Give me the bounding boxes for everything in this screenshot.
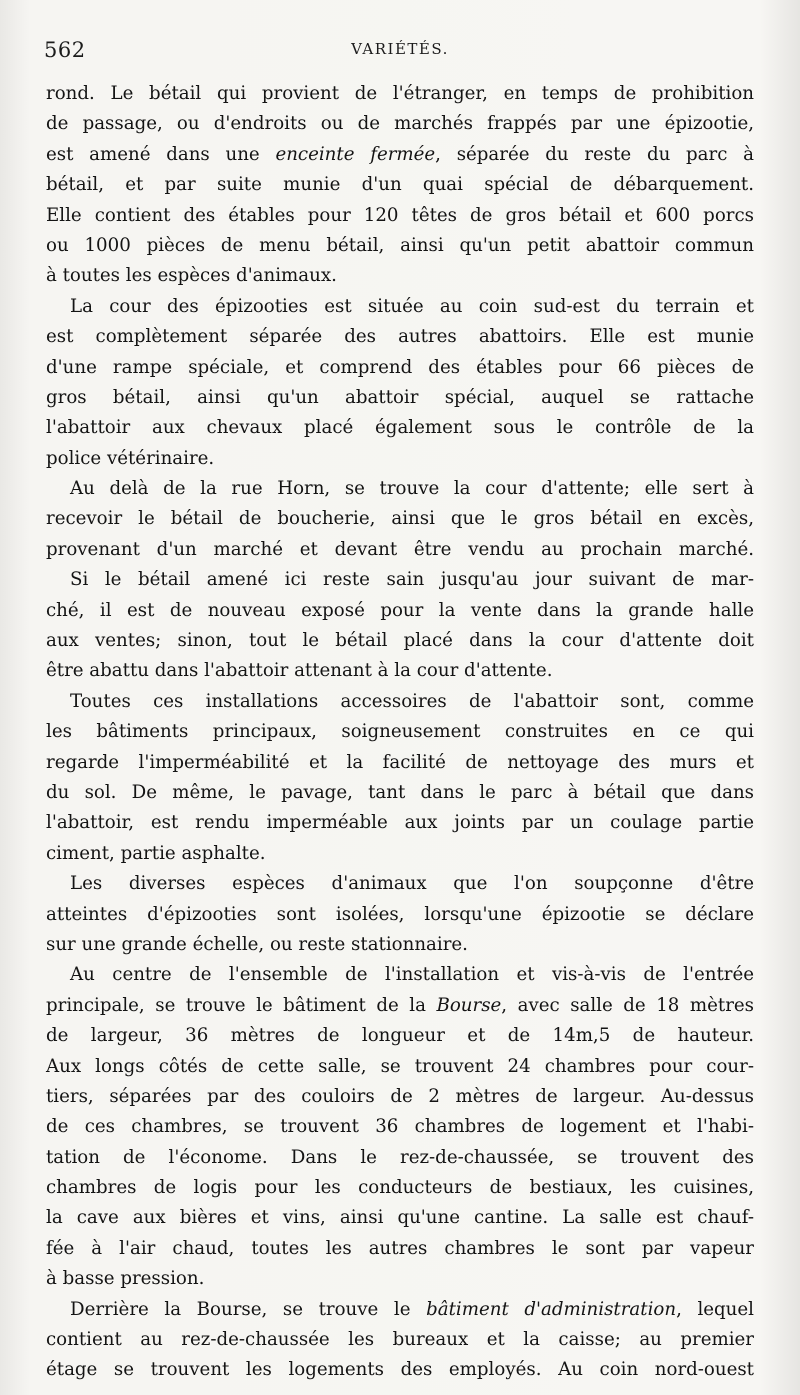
text-segment: est amené dans une [46, 143, 276, 165]
text-line: contient au rez-de-chaussée les bureaux et la caisse; au premier [46, 1329, 754, 1351]
text-line: ciment, partie asphalte. [46, 842, 266, 864]
text-segment: , séparée du reste du parc à [435, 143, 754, 165]
text-line [46, 140, 754, 170]
text-line: l'abattoir, est rendu imperméable aux joints par un coulage partie [46, 812, 754, 834]
text-line: Au centre de l'ensemble de l'installation et vis-à-vis de l'entrée [70, 964, 754, 986]
page-number: 562 [44, 38, 86, 62]
text-line: fée à l'air chaud, toutes les autres chambres le sont par vapeur [46, 1237, 754, 1259]
text-line: atteintes d'épizooties sont isolées, lorsqu'une épizootie se déclare [46, 903, 754, 925]
text-line: à basse pression. [46, 1268, 205, 1290]
text-segment: principale, se trouve le bâtiment de la [46, 994, 437, 1016]
text-line: ou 1000 pièces de menu bétail, ainsi qu'un petit abattoir commun [46, 234, 754, 256]
text-line: Les diverses espèces d'animaux que l'on soupçonne d'être [70, 873, 754, 895]
text-line: étage se trouvent les logements des employés. Au coin nord-ouest [46, 1359, 754, 1381]
text-line: l'abattoir aux chevaux placé également sous le contrôle de la [46, 417, 754, 439]
body-text [46, 79, 754, 1386]
text-line: police vétérinaire. [46, 447, 215, 469]
text-line: à toutes les espèces d'animaux. [46, 265, 337, 287]
text-line: Au delà de la rue Horn, se trouve la cour d'attente; elle sert à [70, 478, 754, 500]
text-line: provenant d'un marché et devant être vendu au prochain marché. [46, 538, 754, 560]
text-line: Toutes ces installations accessoires de l'abattoir sont, comme [70, 690, 754, 712]
text-segment: , avec salle de 18 mètres [501, 994, 754, 1016]
text-line: de largeur, 36 mètres de longueur et de 14m,5 de hauteur. [46, 1025, 754, 1047]
italic-term: Bourse [436, 994, 502, 1016]
text-line: les bâtiments principaux, soigneusement construites en ce qui [46, 721, 754, 743]
text-line: de ces chambres, se trouvent 36 chambres de logement et l'habi- [46, 1116, 754, 1138]
text-line [46, 1295, 754, 1325]
text-line: ché, il est de nouveau exposé pour la vente dans la grande halle [46, 599, 754, 621]
text-line: être abattu dans l'abattoir attenant à la cour d'attente. [46, 660, 553, 682]
text-segment: , lequel [676, 1298, 754, 1320]
text-line: tiers, séparées par des couloirs de 2 mètres de largeur. Au-dessus [46, 1085, 754, 1107]
text-line: la cave aux bières et vins, ainsi qu'une cantine. La salle est chauf- [46, 1207, 754, 1229]
text-line: chambres de logis pour les conducteurs de bestiaux, les cuisines, [46, 1177, 754, 1199]
text-line: sur une grande échelle, ou reste stationnaire. [46, 933, 468, 955]
text-line: Aux longs côtés de cette salle, se trouvent 24 chambres pour cour- [46, 1055, 754, 1077]
text-line: bétail, et par suite munie d'un quai spécial de débarquement. [46, 174, 754, 196]
text-line: Elle contient des étables pour 120 têtes de gros bétail et 600 porcs [46, 204, 754, 226]
text-segment: Derrière la Bourse, se trouve le [70, 1298, 427, 1320]
text-line: Si le bétail amené ici reste sain jusqu'au jour suivant de mar- [70, 569, 754, 591]
text-line [46, 991, 754, 1021]
text-line: gros bétail, ainsi qu'un abattoir spécial, auquel se rattache [46, 386, 754, 408]
italic-term: bâtiment d'administration [426, 1298, 677, 1320]
italic-term: enceinte fermée [275, 143, 436, 165]
text-line: aux ventes; sinon, tout le bétail placé dans la cour d'attente doit [46, 630, 754, 652]
text-line: tation de l'économe. Dans le rez-de-chaussée, se trouvent des [46, 1146, 754, 1168]
text-line: rond. Le bétail qui provient de l'étranger, en temps de prohibition [46, 83, 754, 104]
running-head: VARIÉTÉS. [351, 40, 449, 58]
text-line: du sol. De même, le pavage, tant dans le parc à bétail que dans [46, 781, 754, 803]
text-line: recevoir le bétail de boucherie, ainsi que le gros bétail en excès, [46, 508, 754, 530]
text-line: regarde l'imperméabilité et la facilité de nettoyage des murs et [46, 751, 754, 773]
text-line: de passage, ou d'endroits ou de marchés frappés par une épizootie, [46, 113, 754, 135]
text-line: d'une rampe spéciale, et comprend des étables pour 66 pièces de [46, 356, 754, 378]
text-line: La cour des épizooties est située au coin sud-est du terrain et [70, 295, 754, 317]
text-line: est complètement séparée des autres abattoirs. Elle est munie [46, 326, 754, 348]
page-header [44, 38, 756, 68]
